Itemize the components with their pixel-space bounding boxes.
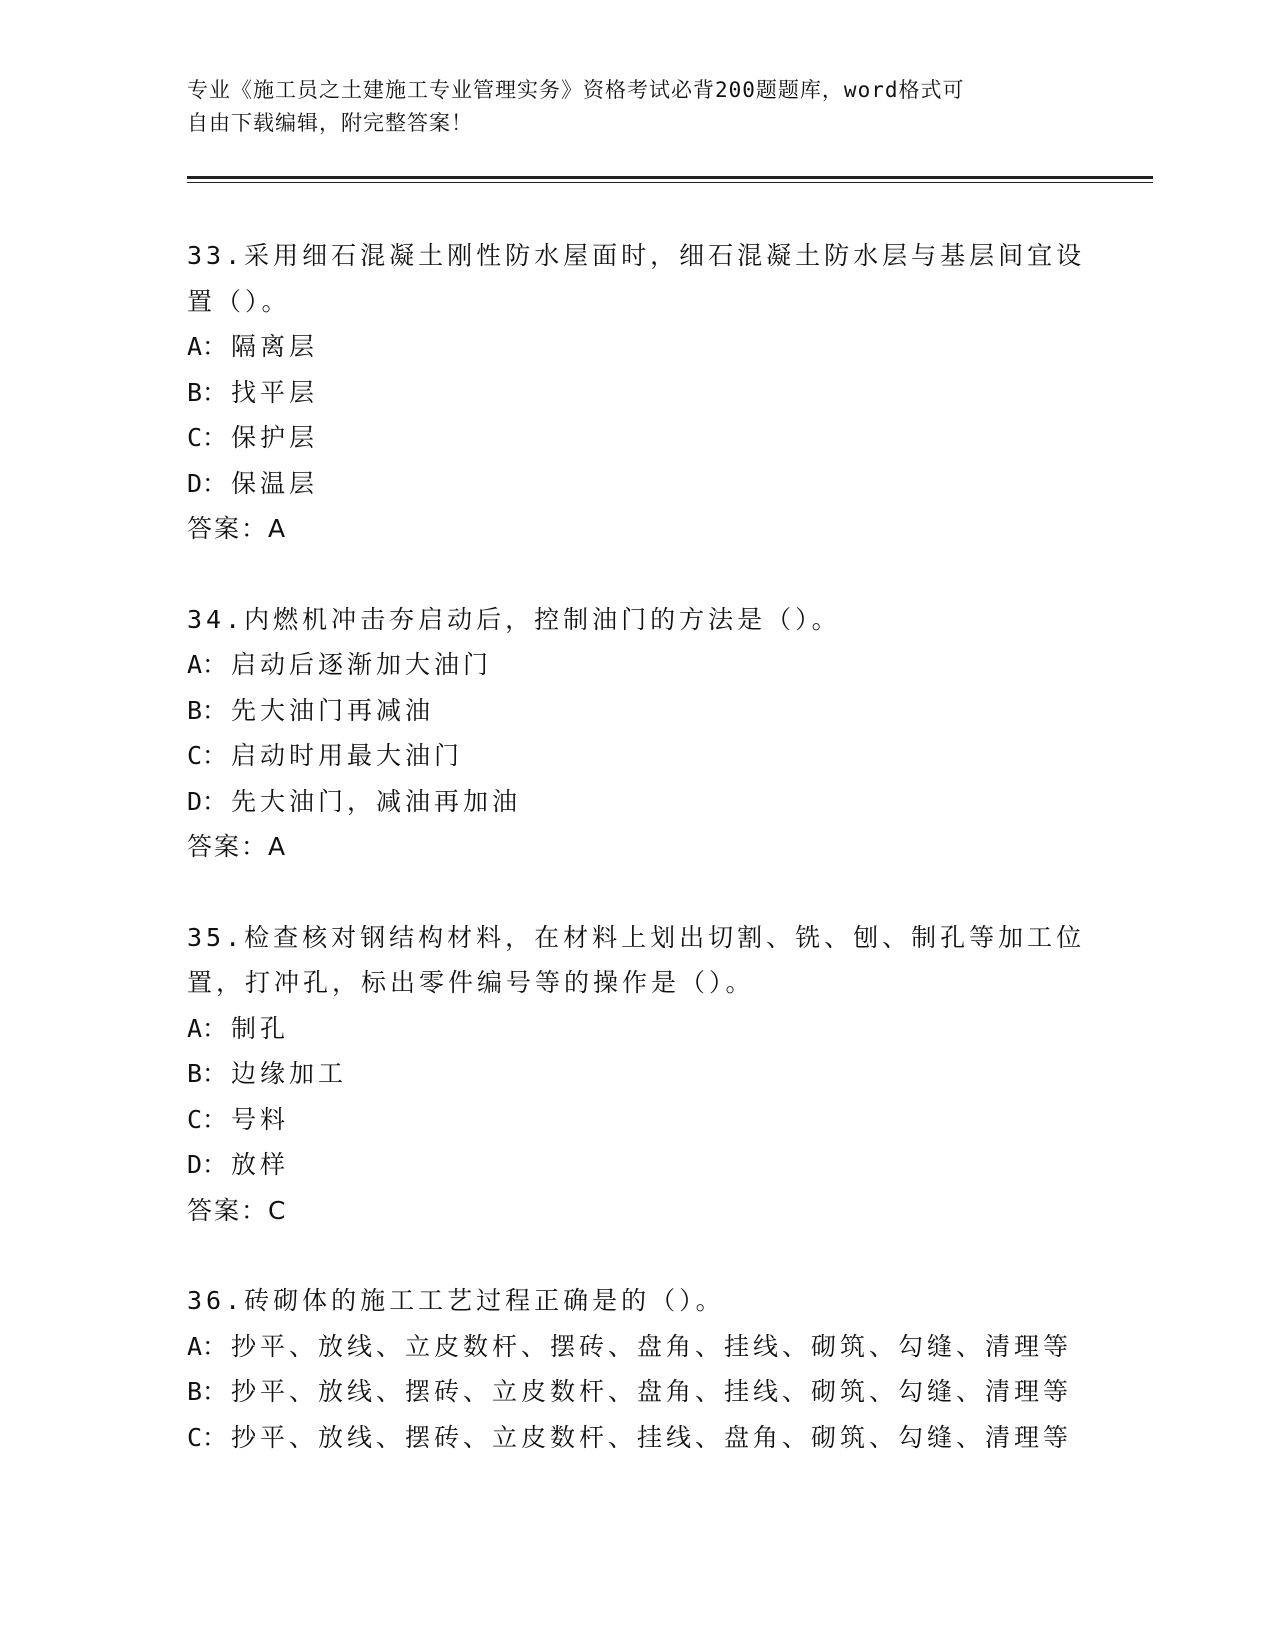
question-36 [187, 1278, 1087, 1460]
option-letter: A： [187, 650, 228, 679]
option-text: 号料 [231, 1104, 290, 1134]
option-letter: A： [187, 332, 228, 361]
option-text: 找平层 [231, 377, 319, 407]
option-text: 先大油门，减油再加油 [231, 786, 522, 816]
option-text: 抄平、放线、摆砖、立皮数杆、盘角、挂线、砌筑、勾缝、清理等 [231, 1377, 1073, 1406]
option-a [187, 1006, 1087, 1052]
option-letter: C： [187, 423, 228, 452]
option-text: 隔离层 [231, 332, 319, 361]
option-text: 抄平、放线、立皮数杆、摆砖、盘角、挂线、砌筑、勾缝、清理等 [231, 1331, 1073, 1361]
option-letter: D： [187, 786, 228, 816]
question-list [187, 233, 1087, 1505]
option-letter: D： [187, 1150, 228, 1179]
option-a [187, 1324, 1087, 1370]
question-stem-continued: 置（）。 [187, 286, 291, 316]
option-text: 抄平、放线、摆砖、立皮数杆、挂线、盘角、砌筑、勾缝、清理等 [231, 1422, 1073, 1452]
option-a [187, 642, 1087, 688]
option-b [187, 1051, 1087, 1097]
option-c [187, 733, 1087, 779]
option-a [187, 324, 1087, 370]
answer-line: 答案：C [187, 1195, 288, 1225]
question-stem-continued: 置，打冲孔，标出零件编号等的操作是（）。 [187, 968, 755, 997]
header-divider-thin [187, 182, 1153, 183]
option-text: 启动后逐渐加大油门 [231, 650, 493, 679]
option-letter: A： [187, 1013, 228, 1043]
option-d [187, 461, 1087, 507]
option-text: 启动时用最大油门 [231, 741, 464, 770]
option-text: 放样 [231, 1150, 290, 1179]
option-c [187, 1097, 1087, 1143]
option-text: 保温层 [231, 468, 319, 498]
option-letter: C： [187, 1422, 228, 1452]
option-b [187, 370, 1087, 416]
option-d [187, 779, 1087, 825]
option-text: 先大油门再减油 [231, 695, 435, 725]
option-letter: B： [187, 1059, 228, 1088]
option-text: 制孔 [231, 1013, 290, 1043]
option-d [187, 1142, 1087, 1188]
header-divider-thick [187, 176, 1153, 179]
option-c [187, 415, 1087, 461]
option-b [187, 688, 1087, 734]
document-header [187, 74, 1087, 140]
header-title-line-2: 自由下载编辑，附完整答案！ [187, 111, 473, 135]
option-b [187, 1369, 1087, 1415]
question-35 [187, 915, 1087, 1234]
question-stem: 33.采用细石混凝土刚性防水屋面时，细石混凝土防水层与基层间宜设 [187, 241, 1086, 270]
option-letter: A： [187, 1331, 228, 1361]
option-text: 边缘加工 [231, 1059, 348, 1088]
option-letter: B： [187, 377, 228, 407]
option-letter: C： [187, 741, 228, 770]
question-stem: 35.检查核对钢结构材料，在材料上划出切割、铣、刨、制孔等加工位 [187, 922, 1086, 952]
question-33 [187, 233, 1087, 552]
option-letter: C： [187, 1104, 228, 1134]
answer-line: 答案：A [187, 832, 288, 861]
option-letter: B： [187, 695, 228, 725]
question-34 [187, 597, 1087, 870]
header-title-line-1: 专业《施工员之土建施工专业管理实务》资格考试必背200题题库，word格式可 [187, 78, 965, 102]
option-text: 保护层 [231, 423, 319, 452]
option-letter: D： [187, 468, 228, 498]
option-letter: B： [187, 1377, 228, 1406]
answer-line: 答案：A [187, 514, 288, 543]
question-stem: 36.砖砌体的施工工艺过程正确是的（）。 [187, 1286, 725, 1315]
option-c [187, 1415, 1087, 1461]
question-stem: 34.内燃机冲击夯启动后，控制油门的方法是（）。 [187, 604, 841, 634]
